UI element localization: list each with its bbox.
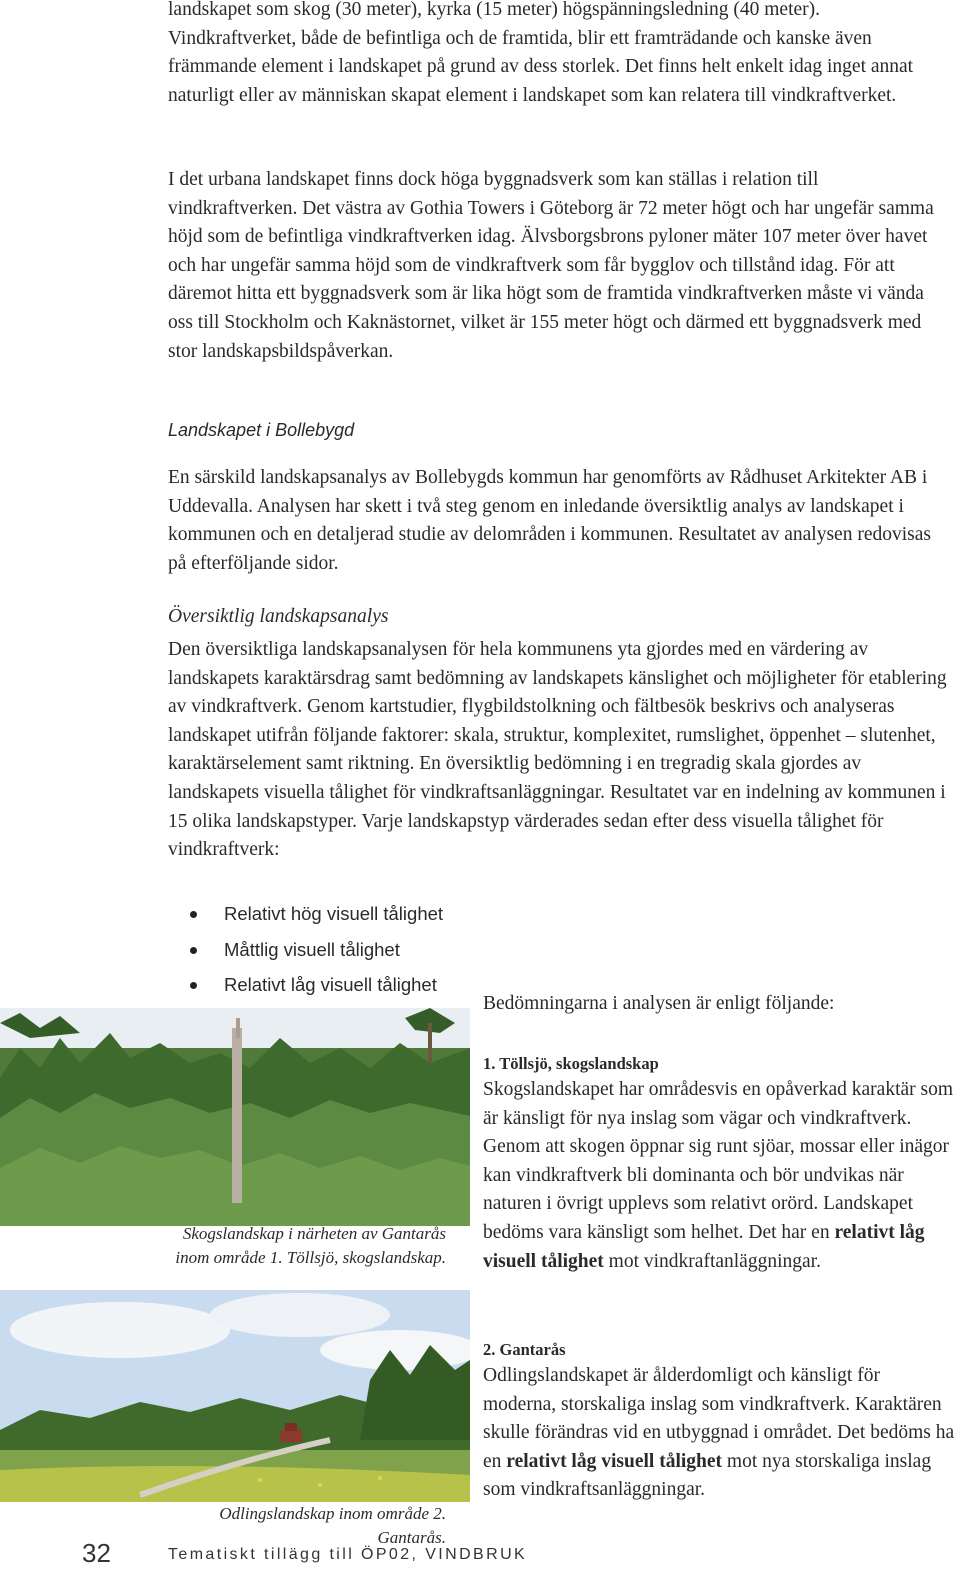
- forest-photo: [0, 1008, 470, 1226]
- section-gantaras-text: [483, 1362, 955, 1505]
- gantaras-text-end: mot nya storskaliga inslag som vindkraftsanläggningar.: [483, 1450, 932, 1501]
- farmland-photo: [0, 1290, 470, 1502]
- list-item: Måttlig visuell tålighet: [190, 936, 443, 972]
- paragraph-landscape-analysis: En särskild landskapsanalys av Bollebygds kommun har genomförts av Rådhuset Arkitekter AB i Uddevalla. Analysen har skett i två steg genom en inledande översiktlig analys av landskapet i kommunen och en detaljerad studie av delområden i kommunen. Resultatet av analysen redovisas på efterföljande sidor.: [168, 467, 931, 574]
- paragraph-urban-landscape: I det urbana landskapet finns dock höga byggnadsverk som kan ställas i relation till vindkraftverken. Det västra av Gothia Towers i Göteborg är 72 meter högt och har ungefär samma höjd som de befintliga vindkraftverken idag. Älvsborgsbrons pyloner mäter 107 meter över havet och har ungefär samma höjd som de vindkraftverk som får bygglov och tillstånd idag. För att däremot hitta ett byggnadsverk som är lika högt som de framtida vindkraftverken måste vi vända oss till Stockholm och Kaknästornet, vilket är 155 meter högt och därmed ett byggnadsverk med stor landskapsbildspåverkan.: [168, 169, 934, 362]
- farmland-photo-caption: Odlingslandskap inom område 2. Gantarås.: [219, 1504, 446, 1547]
- paragraph-overview-analysis: Den översiktliga landskapsanalysen för hela kommunens yta gjordes med en värdering av landskapets karaktärsdrag samt bedömning av landskapets känslighet och möjligheter för etablering av vindkraftverk. Genom kartstudier, flygbildstolkning och fältbesök beskrivs och analyseras landskapet utifrån följande faktorer: skala, struktur, komplexitet, rumslighet, öppenhet – slutenhet, karaktärselement samt riktning. En översiktlig bedömning i en tregradig skala gjordes av landskapets visuella tålighet för vindkraftsanläggningar. Resultatet var en indelning av kommunen i 15 olika landskapstyper. Varje landskapstyp värderades sedan efter dess visuella tålighet för vindkraftverk:: [168, 639, 947, 861]
- tollsjo-tolerance: relativt låg visuell tålighet: [483, 1221, 925, 1272]
- paragraph-height-comparison: landskapet som skog (30 meter), kyrka (15 meter) högspänningsledning (40 meter). Vindkraftverket, både de befintliga och de framtida, blir ett framträdande och kanske även främmande element i landskapet på grund av dess storlek. Det finns helt enkelt idag inget annat naturligt eller av människan skapat element i landskapet som kan relatera till vindkraftverket.: [168, 0, 914, 106]
- page-number: 32: [82, 1538, 111, 1568]
- list-item: Relativt hög visuell tålighet: [190, 900, 443, 936]
- assessment-intro: Bedömningarna i analysen är enligt följande:: [483, 993, 835, 1014]
- footer-title: Tematiskt tillägg till ÖP02, VINDBRUK: [168, 1546, 528, 1563]
- gantaras-text-part: Odlingslandskapet är ålderdomligt och känsligt för moderna, storskaliga inslag som vindkraftverk. Karaktären skulle förändras vid en utbyggnad i området. Det bedöms ha en: [483, 1365, 955, 1472]
- list-item: Relativt låg visuell tålighet: [190, 971, 443, 1007]
- forest-photo-caption: Skogslandskap i närheten av Gantarås inom område 1. Töllsjö, skogslandskap.: [175, 1224, 446, 1267]
- section-tollsjo-text: [483, 1076, 955, 1276]
- tollsjo-text-part: Skogslandskapet har områdesvis en opåverkad karaktär som är känsligt för nya inslag som vägar och vindkraftverk. Genom att skogen öppnar sig runt sjöar, mossar eller inägor kan vindkraftverk bli dominanta och bör undvikas när naturen i övrigt upplevs som relativt orörd. Landskapet bedöms vara känsligt som helhet. Det har en: [483, 1079, 954, 1243]
- section-heading-bollebygd: Landskapet i Bollebygd: [168, 420, 355, 440]
- tolerance-list: [190, 900, 443, 1007]
- tollsjo-text-end: mot vindkraftanläggningar.: [608, 1250, 821, 1272]
- gantaras-tolerance: relativt låg visuell tålighet: [506, 1450, 723, 1472]
- section-gantaras-heading: 2. Gantarås: [483, 1340, 566, 1359]
- subheading-overview-analysis: Översiktlig landskapsanalys: [168, 606, 389, 627]
- section-tollsjo-heading: 1. Töllsjö, skogslandskap: [483, 1054, 659, 1073]
